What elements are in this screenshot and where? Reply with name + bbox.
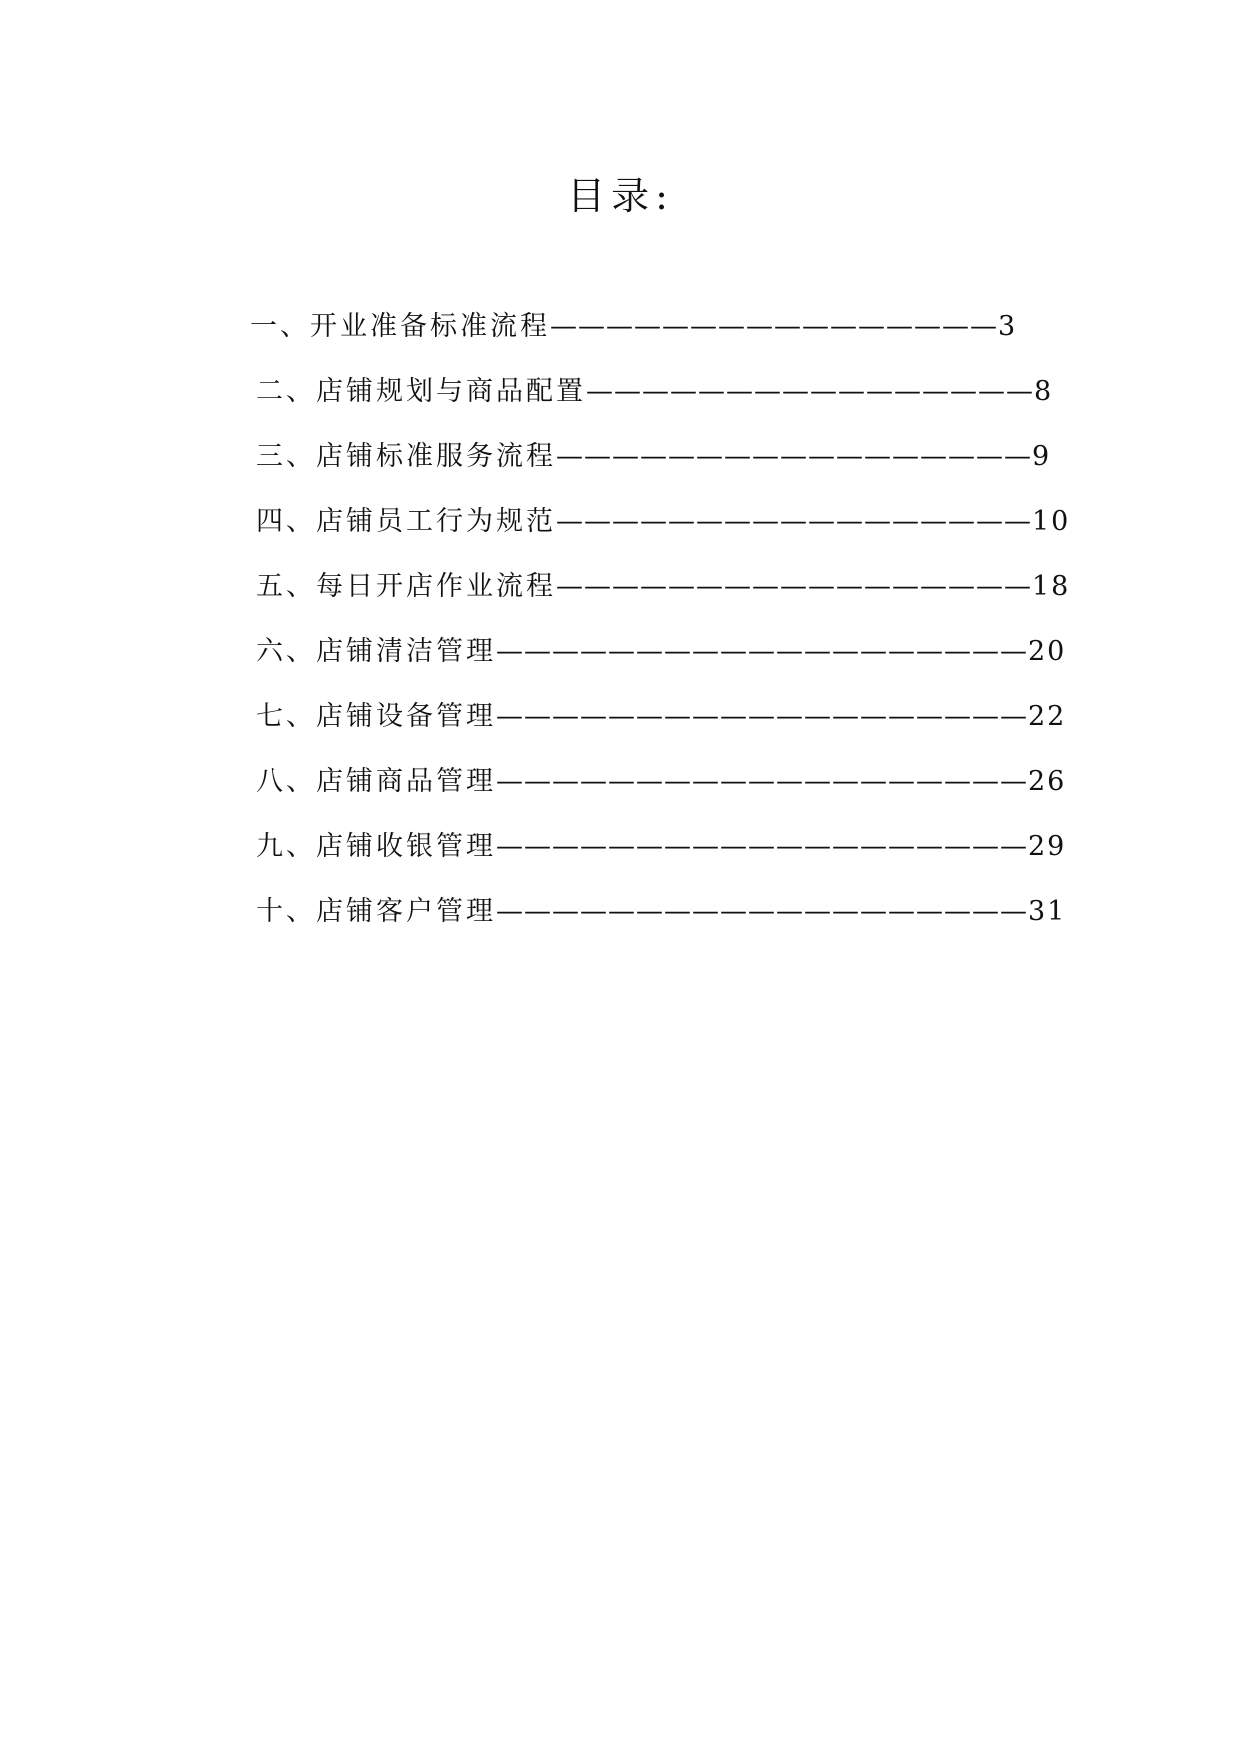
toc-page-number: 31 [1028, 896, 1067, 927]
toc-leader: ———————————————— [550, 311, 998, 342]
toc-page-number: 9 [1032, 441, 1052, 472]
toc-entry-label: 九、店铺收银管理 [256, 831, 496, 862]
toc-entry[interactable] [256, 827, 1066, 867]
toc-entry-label: 四、店铺员工行为规范 [256, 506, 556, 537]
toc-entry-label: 六、店铺清洁管理 [256, 636, 496, 667]
toc-leader: ——————————————————— [496, 701, 1028, 732]
toc-entry[interactable] [256, 892, 1066, 932]
toc-entry-label: 七、店铺设备管理 [256, 701, 496, 732]
toc-entry-label: 一、开业准备标准流程 [250, 311, 550, 342]
toc-page-number: 20 [1028, 636, 1067, 667]
toc-page-number: 29 [1028, 831, 1067, 862]
toc-entry[interactable] [250, 307, 1017, 347]
toc-entry-label: 五、每日开店作业流程 [256, 571, 556, 602]
toc-page-number: 10 [1032, 506, 1071, 537]
toc-entry-label: 十、店铺客户管理 [256, 896, 496, 927]
toc-entry[interactable] [256, 632, 1066, 672]
toc-entry[interactable] [256, 567, 1070, 607]
toc-leader: ———————————————— [586, 376, 1034, 407]
toc-leader: ————————————————— [556, 441, 1032, 472]
toc-leader: ——————————————————— [496, 831, 1028, 862]
toc-entry[interactable] [256, 502, 1070, 542]
toc-leader: ————————————————— [556, 506, 1032, 537]
toc-page-number: 22 [1028, 701, 1067, 732]
toc-page-number: 8 [1034, 376, 1054, 407]
toc-entry[interactable] [256, 762, 1066, 802]
toc-leader: ——————————————————— [496, 636, 1028, 667]
toc-entry-label: 二、店铺规划与商品配置 [256, 376, 586, 407]
toc-page-number: 3 [998, 311, 1018, 342]
toc-entry-label: 八、店铺商品管理 [256, 766, 496, 797]
page-title: 目录: [567, 174, 674, 218]
toc-page-number: 18 [1032, 571, 1071, 602]
toc-page-number: 26 [1028, 766, 1067, 797]
toc-entry[interactable] [256, 372, 1053, 412]
toc-entry[interactable] [256, 697, 1066, 737]
toc-entry[interactable] [256, 437, 1051, 477]
toc-leader: ——————————————————— [496, 766, 1028, 797]
toc-entry-label: 三、店铺标准服务流程 [256, 441, 556, 472]
toc-leader: ——————————————————— [496, 896, 1028, 927]
toc-leader: ————————————————— [556, 571, 1032, 602]
